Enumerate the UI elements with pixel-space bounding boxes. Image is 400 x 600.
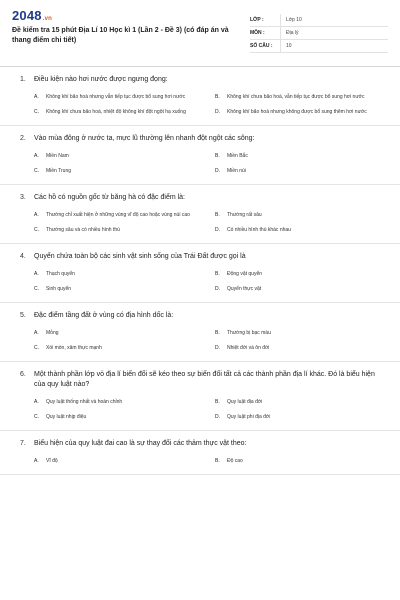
header-left [12, 8, 232, 62]
question-number: 3. [20, 194, 26, 201]
answer-option[interactable] [215, 284, 386, 294]
option-letter: D. [215, 168, 220, 174]
option-letter: B. [215, 330, 220, 336]
answer-option[interactable] [34, 166, 205, 176]
answer-option[interactable] [34, 151, 205, 161]
meta-label: LỚP : [250, 17, 264, 23]
meta-row-count [250, 40, 388, 53]
option-text: Mỏng [46, 330, 59, 336]
option-letter: C. [34, 227, 39, 233]
logo-suffix: .vn [42, 16, 53, 22]
meta-value: 10 [280, 40, 292, 52]
option-letter: A. [34, 153, 39, 159]
option-letter: D. [215, 345, 220, 351]
question-line [20, 252, 386, 262]
answer-option[interactable] [215, 343, 386, 353]
site-logo[interactable] [12, 8, 232, 23]
option-letter: D. [215, 227, 220, 233]
meta-value: Lớp 10 [280, 14, 302, 26]
option-letter: B. [215, 399, 220, 405]
answer-option[interactable] [215, 225, 386, 235]
option-text: Quy luật nhịp điệu [46, 414, 87, 420]
answer-options [34, 210, 386, 235]
answer-option[interactable] [215, 456, 386, 466]
answer-option[interactable] [34, 225, 205, 235]
answer-option[interactable] [34, 343, 205, 353]
question-text: Các hồ có nguồn gốc từ băng hà có đặc điểm là: [34, 194, 186, 201]
option-letter: D. [215, 286, 220, 292]
answer-option[interactable] [215, 151, 386, 161]
question-item [0, 185, 400, 244]
question-text: Điều kiện nào hơi nước được ngưng đọng: [34, 76, 168, 83]
answer-option[interactable] [34, 284, 205, 294]
answer-option[interactable] [215, 107, 386, 117]
answer-option[interactable] [34, 456, 205, 466]
answer-option[interactable] [215, 166, 386, 176]
page-header [0, 0, 400, 62]
option-text: Độ cao [227, 458, 243, 464]
answer-option[interactable] [34, 412, 205, 422]
option-text: Miền Trung [46, 168, 72, 174]
question-text: Một thành phần lớp vỏ địa lí biến đổi sẽ kéo theo sự biến đổi tất cả các thành phần địa lí khác. Đó là biểu hiện của quy luật nào? [34, 371, 375, 388]
question-text: Quyển chứa toàn bộ các sinh vật sinh sống của Trái Đất được gọi là [34, 253, 246, 260]
question-number: 5. [20, 312, 26, 319]
question-item [0, 362, 400, 431]
option-text: Thường sâu và có nhiều hình thù [46, 227, 120, 233]
answer-option[interactable] [215, 92, 386, 102]
answer-options [34, 328, 386, 353]
option-letter: B. [215, 212, 220, 218]
answer-option[interactable] [34, 269, 205, 279]
option-text: Không khí bão hoà nhưng không được bổ sung thêm hơi nước [227, 109, 367, 115]
question-line [20, 439, 386, 449]
logo-main: 2048 [12, 8, 42, 23]
answer-option[interactable] [215, 397, 386, 407]
option-text: Miền Bắc [227, 153, 248, 159]
question-line [20, 75, 386, 85]
answer-option[interactable] [34, 210, 205, 220]
answer-option[interactable] [34, 397, 205, 407]
meta-table [250, 14, 388, 62]
option-letter: D. [215, 414, 220, 420]
question-number: 2. [20, 135, 26, 142]
option-text: Không khí chưa bão hoà, nhiệt độ không khí đột ngột hạ xuống [46, 109, 186, 115]
answer-options [34, 151, 386, 176]
option-text: Thường chỉ xuất hiện ở những vùng vĩ độ cao hoặc vùng núi cao [46, 212, 190, 218]
option-text: Nhiệt đới và ôn đới [227, 345, 270, 351]
meta-label: MÔN : [250, 30, 265, 36]
option-letter: C. [34, 345, 39, 351]
option-text: Không khí bão hoà nhưng vẫn tiếp tục được bổ sung hơi nước [46, 94, 186, 100]
option-letter: C. [34, 109, 39, 115]
answer-option[interactable] [215, 269, 386, 279]
option-letter: A. [34, 330, 39, 336]
option-text: Thường rất sâu [227, 212, 262, 218]
question-text: Đặc điểm tầng đất ở vùng có địa hình dốc là: [34, 312, 174, 319]
answer-option[interactable] [215, 328, 386, 338]
question-line [20, 134, 386, 144]
option-letter: C. [34, 168, 39, 174]
option-text: Không khí chưa bão hoà, vẫn tiếp tục được bổ sung hơi nước [227, 94, 365, 100]
option-text: Động vật quyển [227, 271, 263, 277]
option-text: Quy luật phi địa đới [227, 414, 271, 420]
option-text: Quy luật thống nhất và hoàn chỉnh [46, 399, 123, 405]
question-line [20, 193, 386, 203]
option-letter: C. [34, 286, 39, 292]
question-text: Vào mùa đông ở nước ta, mực lũ thường lên nhanh đột ngột các sông: [34, 135, 255, 142]
option-letter: D. [215, 109, 220, 115]
option-letter: A. [34, 271, 39, 277]
question-list [0, 67, 400, 475]
meta-label: SỐ CÂU : [250, 43, 273, 49]
answer-options [34, 456, 386, 466]
meta-value: Địa lý [280, 27, 299, 39]
option-letter: C. [34, 414, 39, 420]
question-item [0, 431, 400, 475]
option-text: Quy luật địa đới [227, 399, 263, 405]
question-item [0, 126, 400, 185]
answer-options [34, 269, 386, 294]
option-letter: B. [215, 458, 220, 464]
meta-row-subject [250, 27, 388, 40]
answer-option[interactable] [34, 92, 205, 102]
option-text: Quyển thực vật [227, 286, 262, 292]
option-letter: A. [34, 212, 39, 218]
option-letter: B. [215, 153, 220, 159]
answer-option[interactable] [215, 210, 386, 220]
meta-row-class [250, 14, 388, 27]
option-letter: B. [215, 271, 220, 277]
option-text: Thường bị bạc màu [227, 330, 271, 336]
option-text: Thạch quyển [46, 271, 75, 277]
answer-option[interactable] [34, 328, 205, 338]
option-letter: B. [215, 94, 220, 100]
option-letter: A. [34, 399, 39, 405]
answer-option[interactable] [215, 412, 386, 422]
option-text: Sinh quyển [46, 286, 72, 292]
option-text: Miền núi [227, 168, 246, 174]
question-item [0, 67, 400, 126]
option-letter: A. [34, 458, 39, 464]
question-item [0, 303, 400, 362]
question-number: 4. [20, 253, 26, 260]
answer-options [34, 92, 386, 117]
question-text: Biểu hiện của quy luật đai cao là sự thay đổi các thảm thực vật theo: [34, 440, 247, 447]
document-title: Đề kiểm tra 15 phút Địa Lí 10 Học kì 1 (Lần 2 - Đề 3) (có đáp án và thang điểm chi tiết) [12, 27, 229, 44]
option-text: Miền Nam [46, 153, 69, 159]
answer-options [34, 397, 386, 422]
answer-option[interactable] [34, 107, 205, 117]
option-text: Xói mòn, xâm thực mạnh [46, 345, 102, 351]
question-number: 7. [20, 440, 26, 447]
question-line [20, 370, 386, 390]
option-text: Có nhiều hình thù khác nhau [227, 227, 291, 233]
option-text: Vĩ độ [46, 458, 58, 464]
question-line [20, 311, 386, 321]
question-number: 1. [20, 76, 26, 83]
question-item [0, 244, 400, 303]
option-letter: A. [34, 94, 39, 100]
question-number: 6. [20, 371, 26, 378]
